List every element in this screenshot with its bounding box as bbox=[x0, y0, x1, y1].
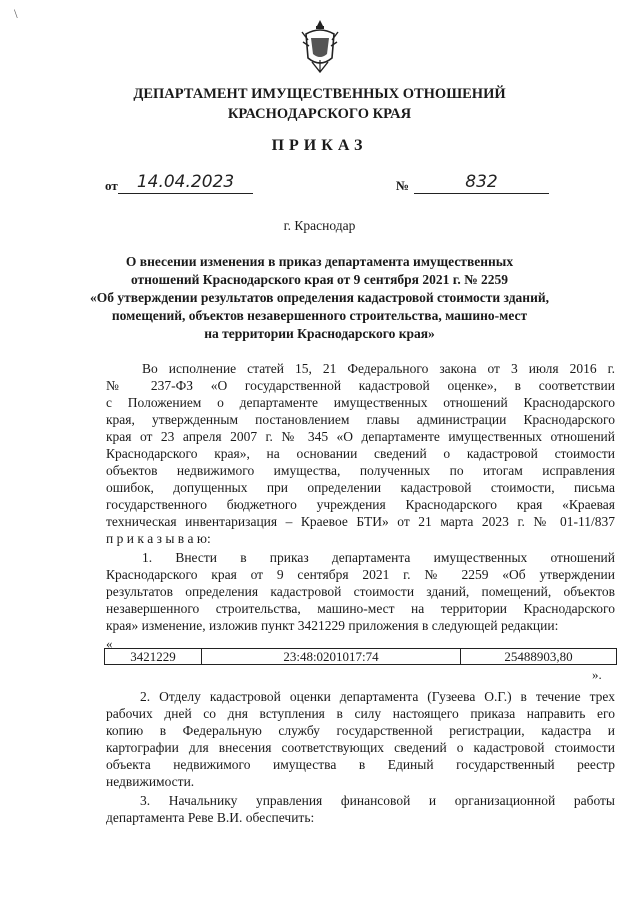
quote-open: « bbox=[106, 636, 113, 651]
body-line: № 237-ФЗ «О государственной кадастровой оценке», в соответствии bbox=[106, 378, 615, 393]
quote-close: ». bbox=[592, 667, 602, 682]
title-line: помещений, объектов незавершенного строительства, машино-мест bbox=[111, 308, 528, 323]
body-line: незавершенного строительства, машино-мест на территории Краснодарского bbox=[106, 601, 615, 616]
number-label: № bbox=[396, 178, 410, 193]
body-line: края» изменение, изложив пункт 3421229 приложения в следующей редакции: bbox=[106, 618, 559, 633]
department-name-line1: ДЕПАРТАМЕНТ ИМУЩЕСТВЕННЫХ ОТНОШЕНИЙ bbox=[133, 86, 506, 102]
body-line: рабочих дней со дня вступления в силу настоящего приказа направить его bbox=[106, 706, 615, 721]
amendment-table bbox=[104, 648, 617, 665]
document-type: ПРИКАЗ bbox=[271, 137, 368, 154]
body-line: Краснодарского края», на основании сведений о кадастровой стоимости bbox=[106, 446, 615, 461]
cadastral-number-cell: 23:48:0201017:74 bbox=[202, 649, 461, 665]
body-line: результатов определения кадастровой стоимости зданий, помещений, объектов bbox=[106, 584, 615, 599]
department-name-line2: КРАСНОДАРСКОГО КРАЯ bbox=[227, 106, 412, 122]
body-line-order-word: п р и к а з ы в а ю: bbox=[106, 531, 211, 546]
body-line: 2. Отделу кадастровой оценки департамента (Гузеева О.Г.) в течение трех bbox=[140, 689, 615, 704]
body-line: картографии для внесения соответствующих сведений о кадастровой стоимости bbox=[106, 740, 615, 755]
body-line: Во исполнение статей 15, 21 Федерального закона от 3 июля 2016 г. bbox=[142, 361, 615, 376]
cadastral-value-cell: 25488903,80 bbox=[461, 649, 617, 665]
body-line: государственного бюджетного учреждения Краснодарского края «Краевая bbox=[106, 497, 615, 512]
city-label: г. Краснодар bbox=[283, 218, 356, 233]
coat-of-arms-emblem bbox=[300, 18, 340, 74]
body-line: края, утвержденным постановлением главы администрации Краснодарского bbox=[106, 412, 615, 427]
body-line: департамента Реве В.И. обеспечить: bbox=[106, 810, 315, 825]
item-number-cell: 3421229 bbox=[105, 649, 202, 665]
title-line: О внесении изменения в приказ департамента имущественных bbox=[125, 254, 514, 269]
body-line: недвижимости. bbox=[106, 774, 195, 789]
body-line: Краснодарского края от 9 сентября 2021 г. № 2259 «Об утверждении bbox=[106, 567, 615, 582]
body-line: техническая инвентаризация – Краевое БТИ» от 21 марта 2023 г. № 01-11/837 bbox=[106, 514, 615, 529]
title-line: на территории Краснодарского края» bbox=[204, 326, 435, 341]
body-line: ошибок, допущенных при определении кадастровой стоимости, письма bbox=[106, 480, 615, 495]
body-line: 3. Начальнику управления финансовой и организационной работы bbox=[140, 793, 615, 808]
date-label: от bbox=[105, 178, 118, 193]
corner-mark: \ bbox=[14, 6, 18, 21]
title-line: отношений Краснодарского края от 9 сентября 2021 г. № 2259 bbox=[130, 272, 509, 287]
body-line: объектов недвижимого имущества, полученных по итогам исправления bbox=[106, 463, 615, 478]
date-value: 14.04.2023 bbox=[118, 172, 253, 194]
body-line: с Положением о департаменте имущественных отношений Краснодарского bbox=[106, 395, 615, 410]
body-line: 1. Внести в приказ департамента имущественных отношений bbox=[142, 550, 615, 565]
title-line: «Об утверждении результатов определения кадастровой стоимости зданий, bbox=[89, 290, 550, 305]
order-number: 832 bbox=[414, 172, 549, 194]
body-line: края от 23 апреля 2007 г. № 345 «О департаменте имущественных отношений bbox=[106, 429, 615, 444]
body-line: копию в Федеральную службу государственной регистрации, кадастра и bbox=[106, 723, 615, 738]
table-row bbox=[105, 649, 617, 665]
body-line: объекта недвижимого имущества в Единый государственный реестр bbox=[106, 757, 615, 772]
